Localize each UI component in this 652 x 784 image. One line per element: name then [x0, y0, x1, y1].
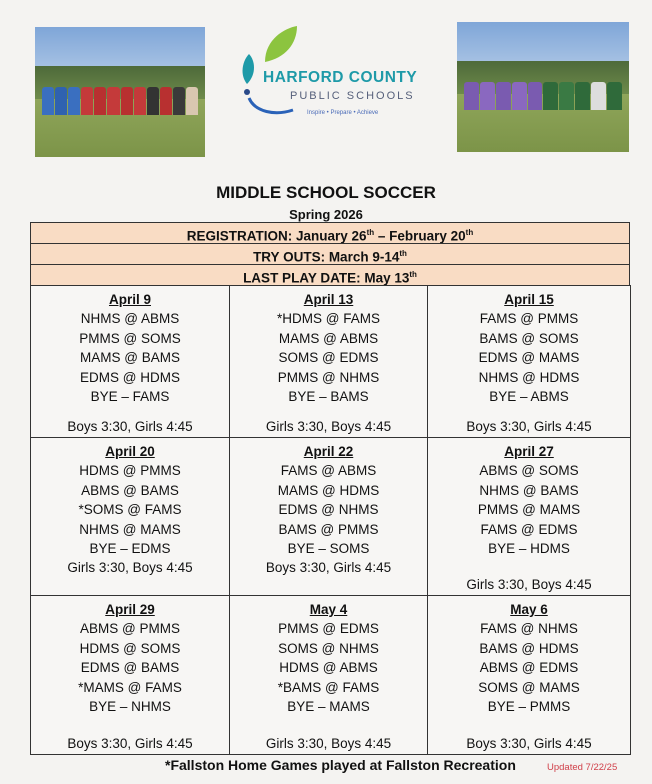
- game-date: May 4: [309, 602, 348, 617]
- matchup: FAMS @ NHMS: [480, 621, 578, 636]
- team-photo-left: [35, 27, 205, 157]
- matchup: EDMS @ NHMS: [278, 502, 379, 518]
- game-times: Girls 3:30, Boys 4:45: [265, 736, 392, 751]
- logo-text-line2: PUBLIC SCHOOLS: [290, 90, 415, 102]
- matchup: *HDMS @ FAMS: [277, 311, 380, 326]
- matchup: *BAMS @ FAMS: [277, 679, 380, 695]
- matchup: BAMS @ PMMS: [278, 521, 379, 537]
- footnote: *Fallston Home Games played at Fallston Recreation: [165, 757, 516, 773]
- logo-tagline: Inspire • Prepare • Achieve: [307, 110, 379, 116]
- last-play-date-row: LAST PLAY DATE: May 13th: [30, 264, 630, 286]
- matchup: BYE – EDMS: [89, 541, 171, 557]
- game-times: Girls 3:30, Boys 4:45: [265, 419, 392, 434]
- week-cell: [31, 596, 230, 754]
- matchup: BYE – SOMS: [287, 541, 370, 557]
- matchup: BAMS @ HDMS: [479, 640, 579, 656]
- matchup: BAMS @ SOMS: [479, 330, 579, 346]
- matchup: PMMS @ EDMS: [278, 621, 379, 636]
- week-cell: [230, 438, 428, 596]
- matchup: EDMS @ MAMS: [478, 350, 580, 366]
- game-date: April 20: [105, 444, 155, 459]
- matchup: *SOMS @ FAMS: [78, 502, 182, 518]
- matchup: FAMS @ EDMS: [480, 521, 578, 537]
- page-title: MIDDLE SCHOOL SOCCER: [216, 183, 436, 202]
- matchup: ABMS @ PMMS: [80, 621, 180, 636]
- matchup: *MAMS @ FAMS: [78, 679, 182, 695]
- week-cell: [428, 596, 630, 754]
- matchup: ABMS @ EDMS: [479, 660, 579, 676]
- week-cell: [230, 596, 428, 754]
- matchup: HDMS @ SOMS: [79, 640, 181, 656]
- matchup: PMMS @ NHMS: [277, 369, 380, 385]
- matchup: PMMS @ MAMS: [477, 502, 581, 518]
- matchup: MAMS @ HDMS: [277, 482, 380, 498]
- logo-text-line1: HARFORD COUNTY: [263, 69, 418, 86]
- matchup: EDMS @ HDMS: [80, 369, 180, 385]
- updated-date: Updated 7/22/25: [547, 762, 618, 773]
- week-cell: [428, 438, 630, 596]
- game-times: Boys 3:30, Girls 4:45: [67, 419, 193, 434]
- matchup: HDMS @ ABMS: [279, 660, 378, 676]
- game-date: April 15: [504, 292, 554, 307]
- week-cell: [31, 438, 230, 596]
- matchup: SOMS @ NHMS: [278, 640, 379, 656]
- game-date: April 22: [303, 444, 354, 459]
- matchup: SOMS @ MAMS: [478, 679, 580, 695]
- matchup: NHMS @ MAMS: [79, 521, 181, 537]
- game-date: April 13: [303, 292, 354, 307]
- matchup: BYE – PMMS: [487, 699, 571, 715]
- matchup: BYE – BAMS: [288, 389, 369, 405]
- week-cell: [428, 286, 630, 438]
- season-label: Spring 2026: [289, 207, 363, 222]
- matchup: SOMS @ EDMS: [278, 350, 379, 366]
- matchup: BYE – MAMS: [287, 699, 370, 715]
- matchup: MAMS @ ABMS: [278, 330, 379, 346]
- matchup: BYE – HDMS: [488, 541, 570, 557]
- matchup: HDMS @ PMMS: [79, 463, 181, 478]
- matchup: PMMS @ SOMS: [79, 330, 181, 346]
- matchup: BYE – ABMS: [489, 389, 569, 405]
- game-times: Girls 3:30, Boys 4:45: [466, 577, 592, 592]
- week-cell: [230, 286, 428, 438]
- matchup: MAMS @ BAMS: [80, 350, 180, 366]
- registration-row: REGISTRATION: January 26th – February 20th: [30, 222, 630, 244]
- week-cell: [31, 286, 230, 438]
- matchup: EDMS @ BAMS: [80, 660, 180, 676]
- matchup: BYE – NHMS: [89, 699, 171, 715]
- game-times: Boys 3:30, Girls 4:45: [67, 736, 193, 751]
- tryouts-row: TRY OUTS: March 9-14th: [30, 243, 630, 265]
- matchup: ABMS @ SOMS: [479, 463, 579, 478]
- schedule-grid: [30, 285, 631, 755]
- team-photo-right: [457, 22, 629, 152]
- matchup: FAMS @ ABMS: [280, 463, 377, 478]
- game-times: Boys 3:30, Girls 4:45: [466, 736, 592, 751]
- game-date: April 29: [105, 602, 155, 617]
- game-date: April 27: [504, 444, 554, 459]
- game-date: May 6: [510, 602, 548, 617]
- matchup: NHMS @ HDMS: [478, 369, 580, 385]
- game-date: April 9: [108, 292, 151, 307]
- hcps-logo: [235, 24, 425, 124]
- matchup: FAMS @ PMMS: [479, 311, 579, 326]
- matchup: ABMS @ BAMS: [81, 482, 179, 498]
- game-times: Boys 3:30, Girls 4:45: [265, 559, 392, 575]
- matchup: NHMS @ BAMS: [479, 482, 579, 498]
- matchup: BYE – FAMS: [90, 389, 170, 405]
- matchup: NHMS @ ABMS: [80, 311, 180, 326]
- game-times: Girls 3:30, Boys 4:45: [67, 559, 193, 575]
- game-times: Boys 3:30, Girls 4:45: [466, 419, 592, 434]
